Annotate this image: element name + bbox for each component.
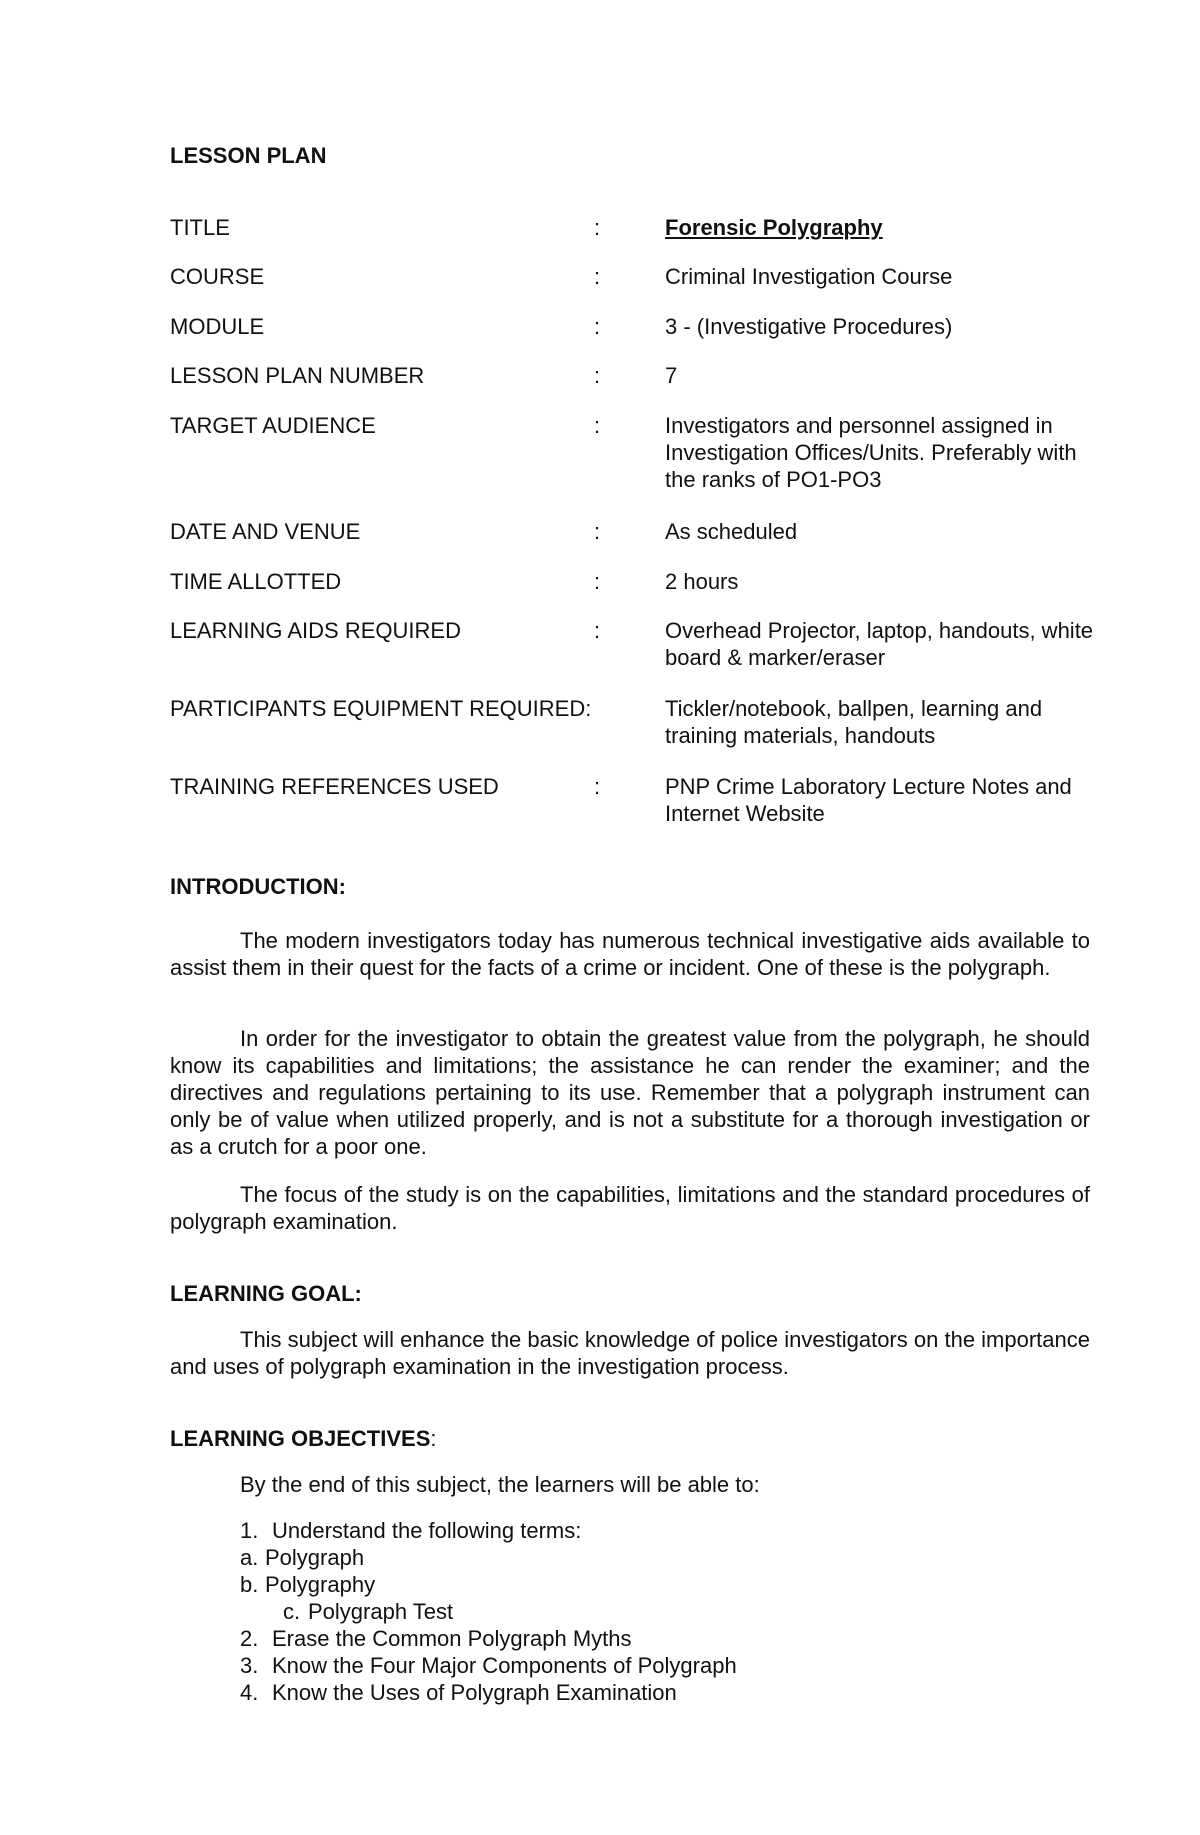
info-value-title: Forensic Polygraphy: [665, 215, 883, 240]
info-value: 3 - (Investigative Procedures): [665, 314, 953, 339]
info-value: 2 hours: [665, 569, 739, 594]
info-value: 7: [665, 363, 678, 388]
info-label: TITLE: [170, 215, 230, 240]
info-colon: :: [594, 413, 601, 438]
list-item-text: Erase the Common Polygraph Myths: [272, 1626, 632, 1651]
introduction-paragraph: In order for the investigator to obtain the greatest value from the polygraph, he should know its capabilities and limitations; the assistance he can render the examiner; and the directives and regulations pertaining to its use. Remember that a polygraph instrument can only be of value when utilized properly, and is not a substitute for a thorough investigation or as a crutch for a poor one.: [170, 1026, 1090, 1159]
info-label: MODULE: [170, 314, 265, 339]
list-item: [240, 1652, 737, 1679]
list-item: [240, 1517, 737, 1544]
list-item: [240, 1625, 737, 1652]
list-item-number: 2.: [240, 1626, 259, 1651]
info-label: TARGET AUDIENCE: [170, 413, 376, 438]
info-label: COURSE: [170, 264, 265, 289]
info-label: DATE AND VENUE: [170, 519, 361, 544]
info-value: Tickler/notebook, ballpen, learning and training materials, handouts: [665, 696, 1043, 748]
list-item-number: c.: [283, 1599, 301, 1624]
info-colon: :: [594, 363, 601, 388]
list-subitem: [240, 1571, 737, 1598]
info-label: TIME ALLOTTED: [170, 569, 342, 594]
list-item-number: a.: [240, 1545, 259, 1570]
learning-objectives-list: [240, 1517, 737, 1706]
info-colon: :: [594, 264, 601, 289]
list-item-number: 4.: [240, 1680, 259, 1705]
introduction-heading: INTRODUCTION:: [170, 874, 346, 899]
list-item-text: Polygraph Test: [308, 1599, 454, 1624]
info-colon: :: [594, 519, 601, 544]
learning-goal-heading: LEARNING GOAL:: [170, 1281, 362, 1306]
learning-goal-paragraph: This subject will enhance the basic knowledge of police investigators on the importance and uses of polygraph examination in the investigation process.: [170, 1327, 1090, 1379]
list-item-text: Polygraph: [265, 1545, 365, 1570]
list-subitem: [240, 1598, 737, 1625]
list-item-number: b.: [240, 1572, 259, 1597]
info-colon: :: [594, 314, 601, 339]
list-subitem: [240, 1544, 737, 1571]
list-item-text: Polygraphy: [265, 1572, 376, 1597]
list-item-number: 3.: [240, 1653, 259, 1678]
list-item-text: Understand the following terms:: [272, 1518, 582, 1543]
learning-objectives-intro: By the end of this subject, the learners will be able to:: [240, 1472, 760, 1497]
info-label: PARTICIPANTS EQUIPMENT REQUIRED:: [170, 696, 592, 721]
info-value: As scheduled: [665, 519, 798, 544]
list-item-number: 1.: [240, 1518, 259, 1543]
info-value: PNP Crime Laboratory Lecture Notes and Internet Website: [665, 774, 1072, 826]
info-label: LESSON PLAN NUMBER: [170, 363, 425, 388]
learning-objectives-heading: [170, 1425, 437, 1452]
info-colon: :: [594, 618, 601, 643]
info-colon: :: [594, 569, 601, 594]
list-item: [240, 1679, 737, 1706]
list-item-text: Know the Four Major Components of Polygraph: [272, 1653, 737, 1678]
info-label: LEARNING AIDS REQUIRED: [170, 618, 461, 643]
info-value: Criminal Investigation Course: [665, 264, 953, 289]
learning-objectives-heading-text: LEARNING OBJECTIVES: [170, 1426, 431, 1451]
lesson-plan-heading: LESSON PLAN: [170, 143, 327, 168]
info-value: Overhead Projector, laptop, handouts, white board & marker/eraser: [665, 618, 1094, 670]
info-value: Investigators and personnel assigned in Investigation Offices/Units. Preferably with the ranks of PO1-PO3: [665, 413, 1077, 492]
info-colon: :: [594, 215, 601, 240]
introduction-paragraph: The modern investigators today has numerous technical investigative aids available to assist them in their quest for the facts of a crime or incident. One of these is the polygraph.: [170, 928, 1090, 980]
introduction-paragraph: The focus of the study is on the capabilities, limitations and the standard procedures of polygraph examination.: [170, 1182, 1090, 1234]
info-label: TRAINING REFERENCES USED: [170, 774, 499, 799]
learning-objectives-heading-colon: :: [430, 1426, 437, 1451]
info-colon: :: [594, 774, 601, 799]
list-item-text: Know the Uses of Polygraph Examination: [272, 1680, 677, 1705]
